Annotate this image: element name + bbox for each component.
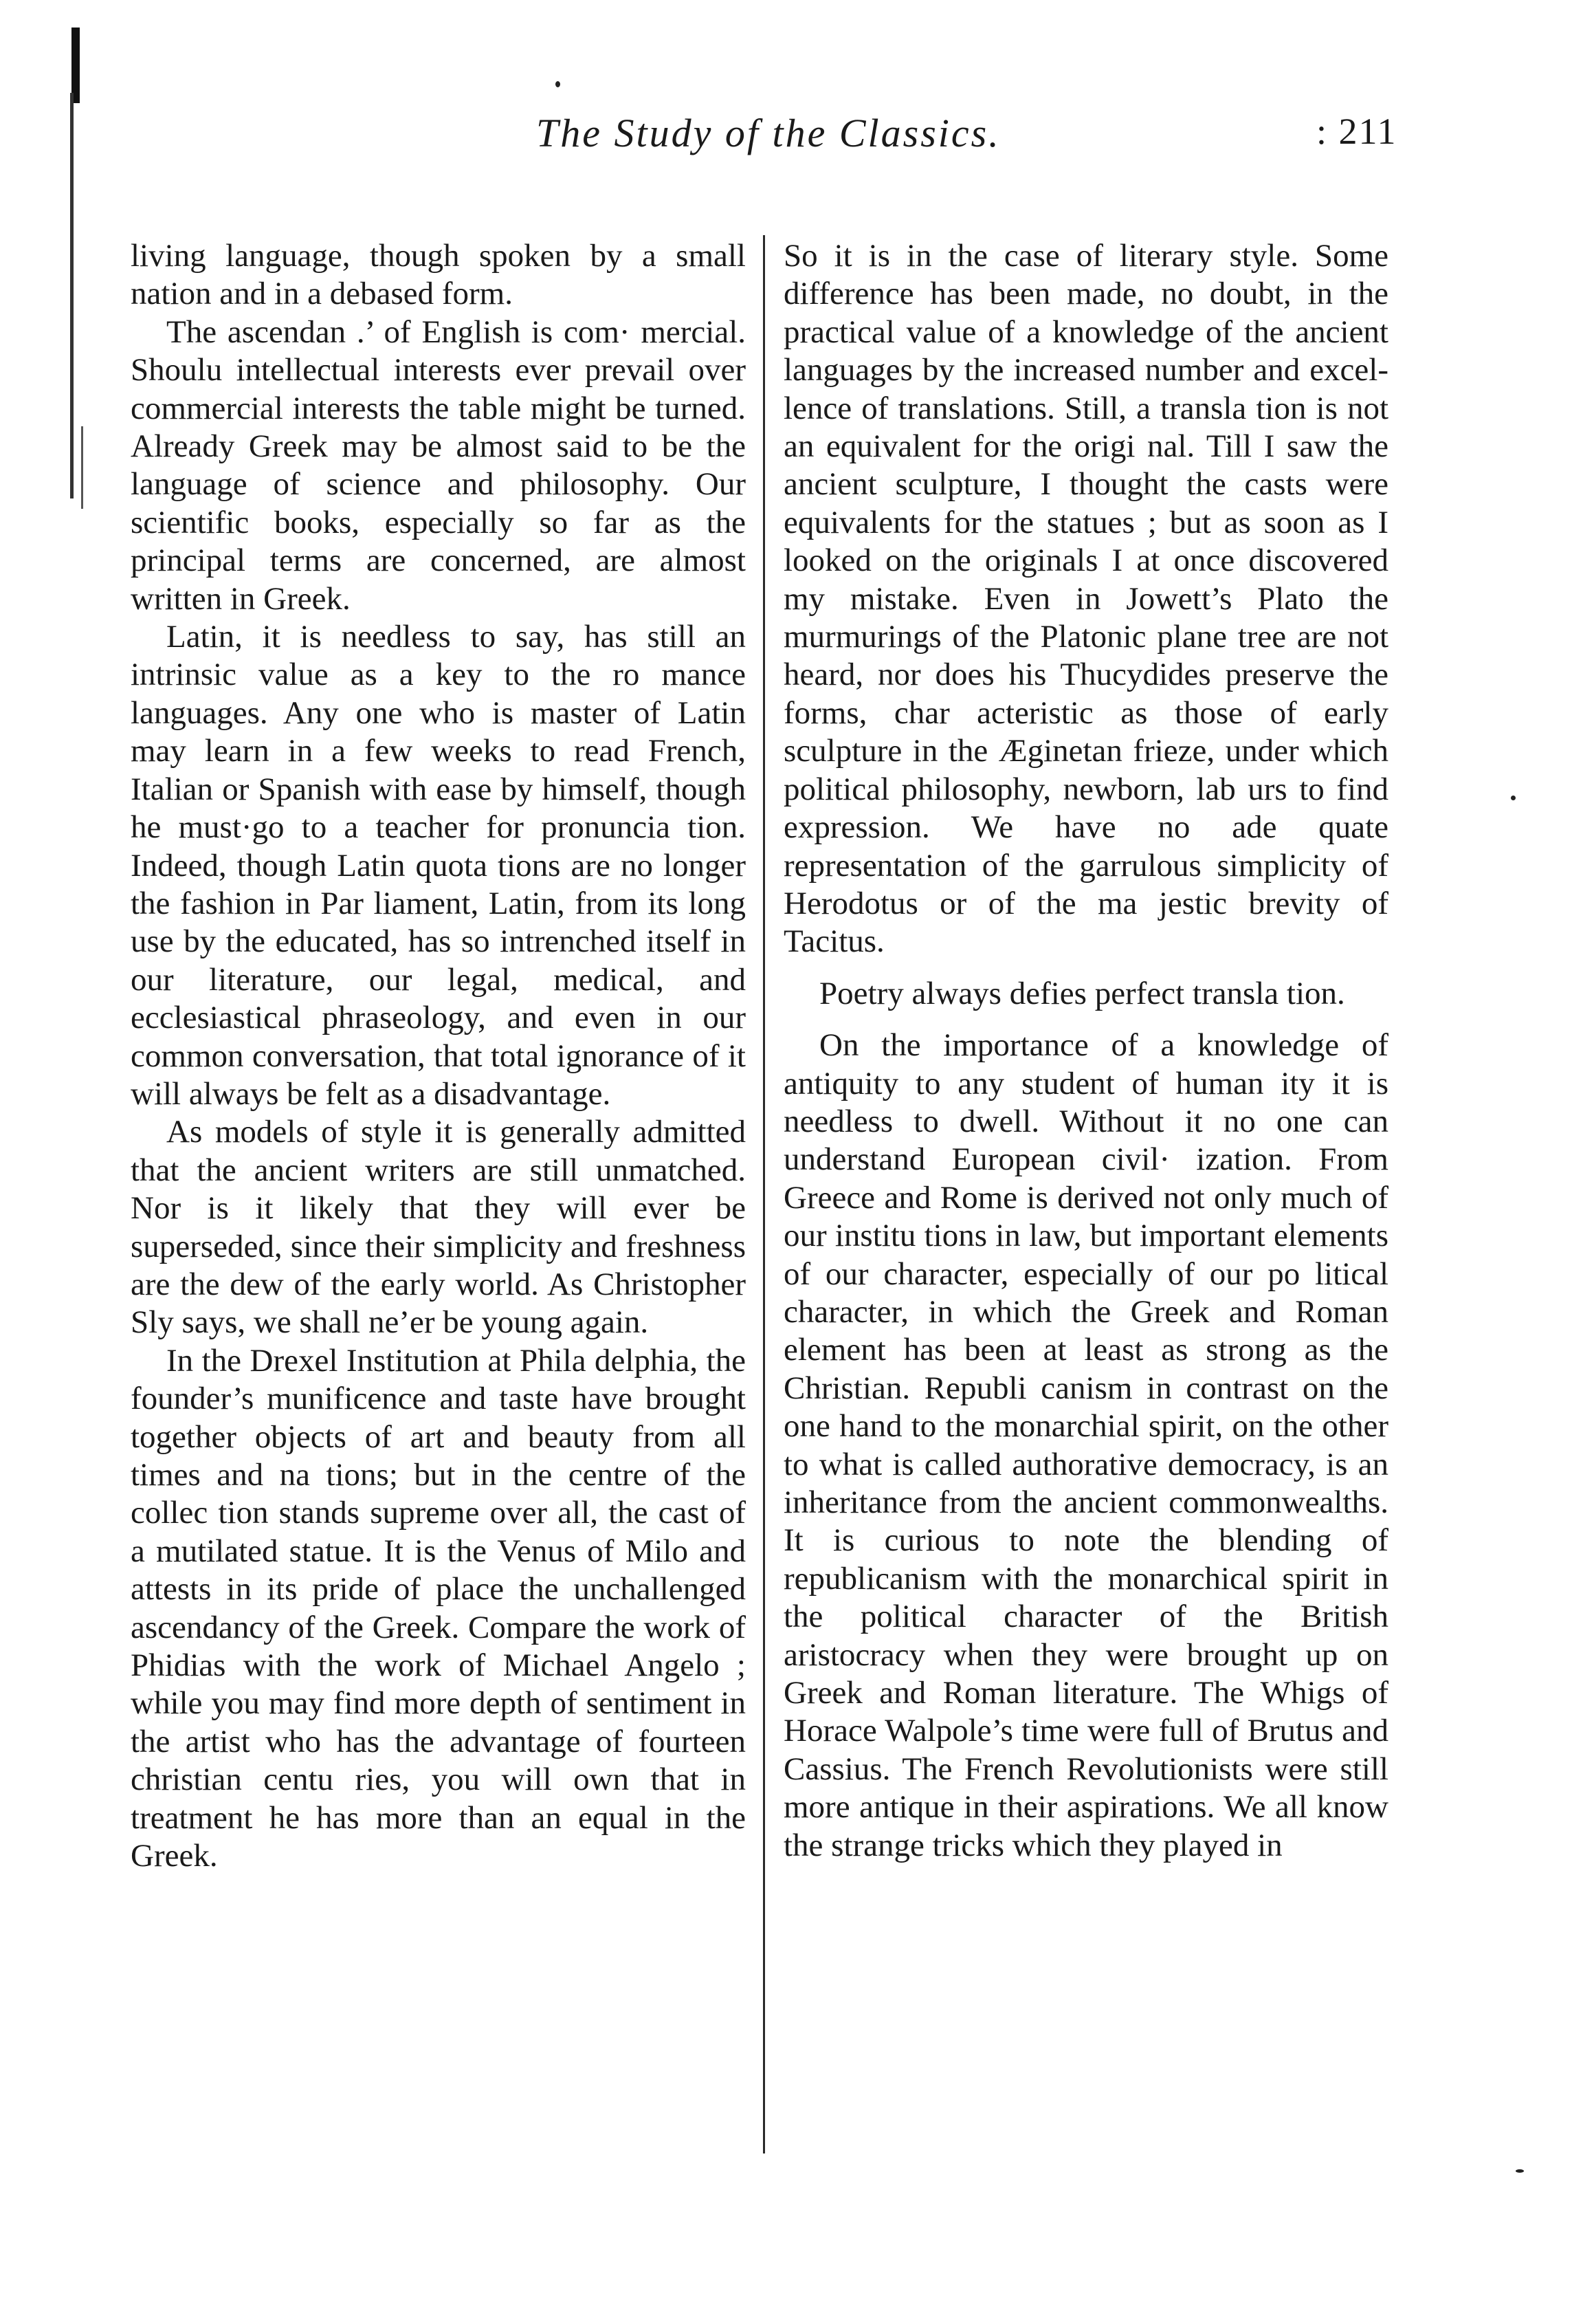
paragraph: Latin, it is needless to say, has still an intrinsic value as a key to the ro mance languages. Any one who is master of Latin may learn in a few weeks to read French, Italian or Spanish with ease by himself, though he must·go to a teacher for pronuncia tion. Indeed, though Latin quota tions are no longer the fashion in Par liament, Latin, from its long use by the educated, has so intrenched itself in our literature, our legal, medical, and ecclesiastical phraseology, and even in our common conversation, that total ignorance of it will always be felt as a disadvantage. [131, 619, 746, 1112]
paragraph: In the Drexel Institution at Phila delphia, the founder’s munificence and taste have brought together objects of art and beauty from all times and na tions; but in the centre of the collec tion stands supreme over all, the cast of a mutilated statue. It is the Venus of Milo and attests in its pride of place the unchallenged ascendancy of the Greek. Compare the work of Phidias with the work of Michael Angelo ; while you may find more depth of sentiment in the artist who has the advantage of fourteen christian centu ries, you will own that in treatment he has more than an equal in the Greek. [131, 1342, 746, 1874]
paragraph: living language, though spoken by a small nation and in a debased form. [131, 238, 746, 312]
binding-mark [81, 426, 83, 509]
running-title: The Study of the Classics. [536, 111, 1001, 155]
paragraph: The ascendan .’ of English is com· mercial. Shoulu intellectual interests ever prevail over commercial interests the table might be turned. Already Greek may be almost said to be the language of science and philosophy. Our scientific books, especially so far as the principal terms are concerned, are almost written in Greek. [131, 314, 746, 617]
paragraph: As models of style it is generally admitted that the ancient writers are still unmatched. Nor is it likely that they will ever be superseded, since their simplicity and freshness are the dew of the early world. As Christopher Sly says, we shall ne’er be young again. [131, 1114, 746, 1341]
paragraph: Poetry always defies perfect transla tion. [819, 975, 1345, 1011]
left-column [131, 237, 746, 1875]
paragraph: On the importance of a knowledge of antiquity to any student of human ity it is needless to dwell. Without it no one can understand European civil· ization. From Greece and Rome is derived not only much of our institu tions in law, but important elements of our character, especially of our po litical character, in which the Greek and Roman element has been at least as strong as the Christian. Republi canism in contrast on the one hand to the monarchial spirit, on the other to what is called authorative democracy, is an inheritance from the ancient commonwealths. It is curious to note the blending of republicanism with the monarchical spirit in the political character of the British aristocracy when they were brought up on Greek and Roman literature. The Whigs of Horace Walpole’s time were full of Brutus and Cassius. The French Revolutionists were still more antique in their aspirations. We all know the strange tricks which they played in [784, 1027, 1388, 1863]
page-number: : 211 [1316, 111, 1397, 152]
column-divider [763, 235, 765, 2153]
paragraph: So it is in the case of literary style. Some difference has been made, no doubt, in the practical value of a knowledge of the ancient languages by the increased number and excel lence of translations. Still, a transla tion is not an equivalent for the origi nal. Till I saw the ancient sculpture, I thought the casts were equivalents for the statues ; but as soon as I looked on the originals I at once discovered my mistake. Even in Jowett’s Plato the murmurings of the Platonic plane tree are not heard, nor does his Thucydides preserve the forms, char acteristic as those of early sculpture in the Æginetan frieze, under which political philosophy, newborn, lab urs to find expression. We have no ade quate representation of the garrulous simplicity of Herodotus or of the ma jestic brevity of Tacitus. [784, 238, 1388, 960]
page-speck [1516, 2169, 1524, 2173]
page-header [0, 110, 1583, 172]
page-speck [1511, 796, 1516, 800]
page-speck [555, 81, 560, 87]
right-column [784, 237, 1388, 1865]
binding-mark [71, 28, 80, 103]
